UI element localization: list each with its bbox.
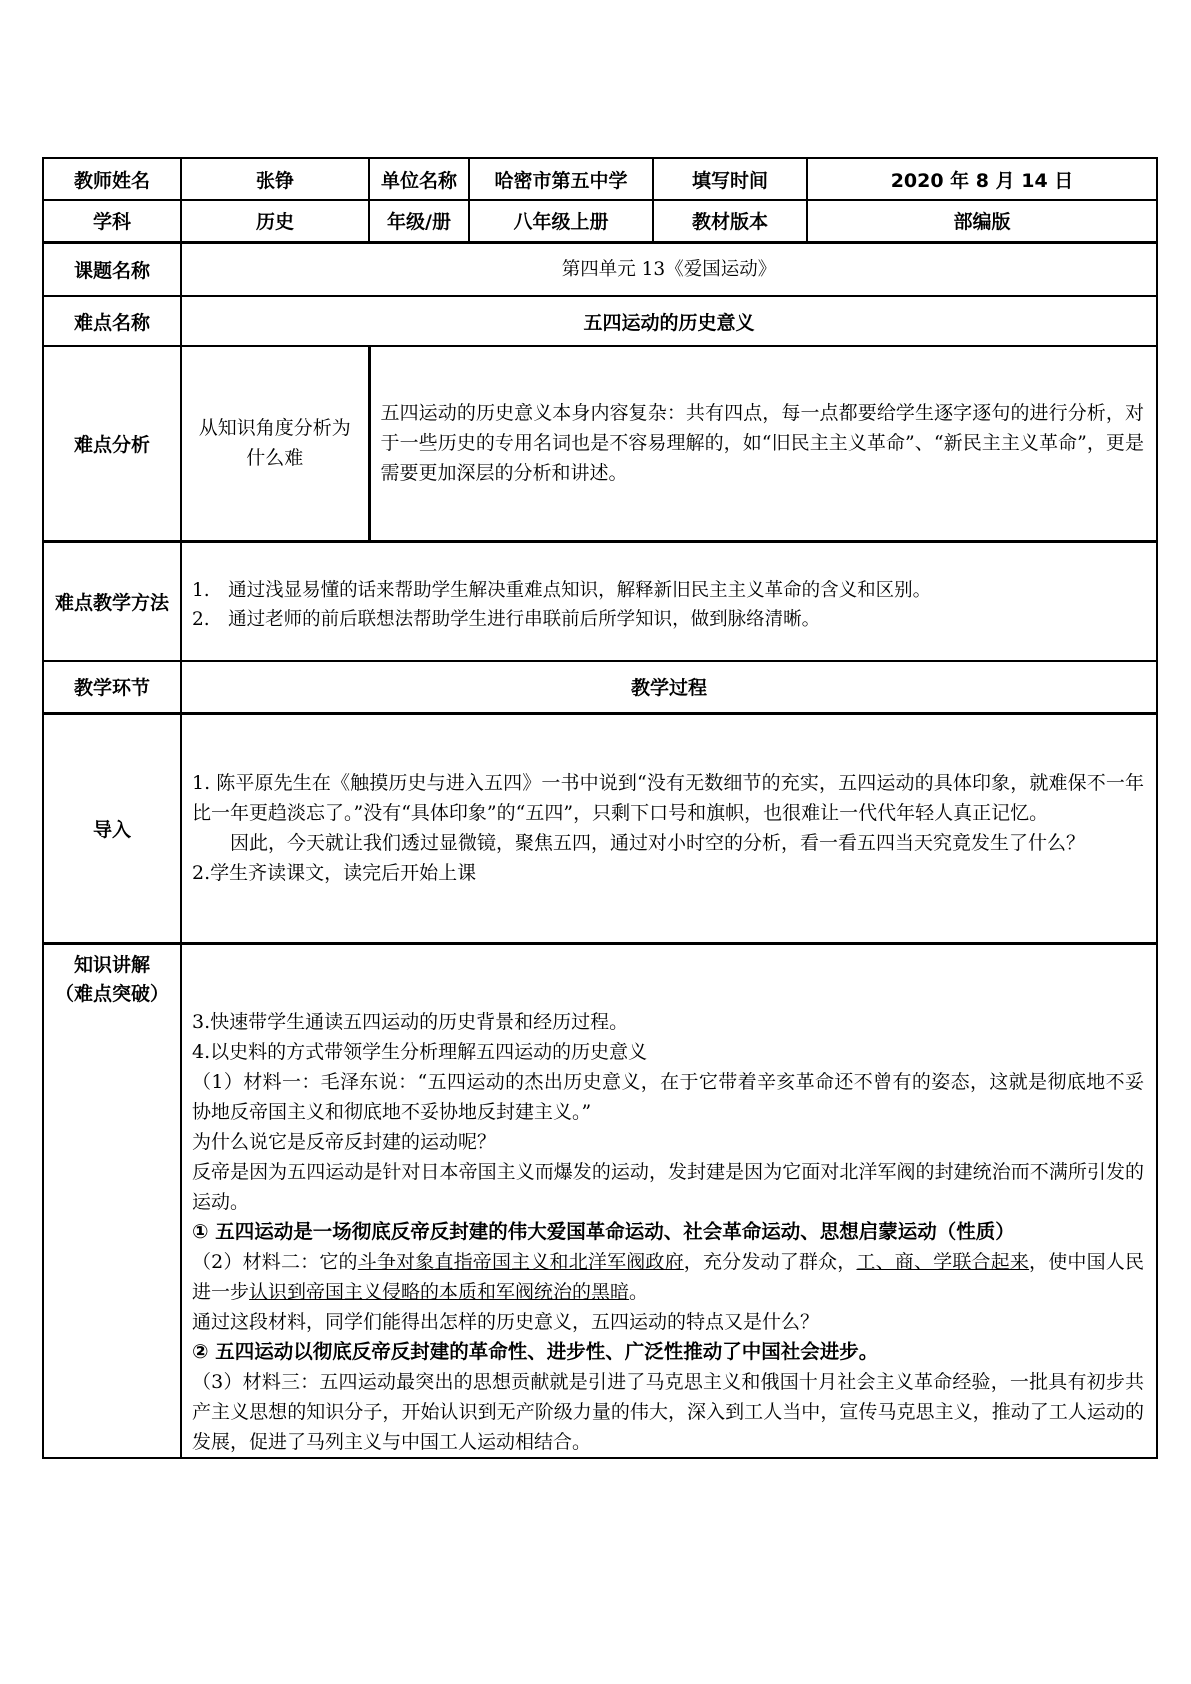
knowledge-label	[43, 943, 181, 1458]
method-list	[181, 541, 1157, 661]
teacher-name-label: 教师姓名	[43, 158, 181, 200]
process-value: 教学过程	[181, 661, 1157, 713]
material-2-part-d: 。	[629, 1280, 649, 1303]
material-2	[192, 1247, 1144, 1307]
knowledge-label-line-1: 知识讲解	[73, 953, 150, 976]
material-2-part-a: （2）材料二：它的	[192, 1250, 358, 1273]
conclusion-2: ② 五四运动以彻底反帝反封建的革命性、进步性、广泛性推动了中国社会进步。	[192, 1339, 879, 1363]
subject-value: 历史	[181, 200, 369, 242]
material-2-underline-2: 工、商、学联合起来	[856, 1250, 1030, 1273]
difficulty-value: 五四运动的历史意义	[181, 296, 1157, 346]
knowledge-line-2: 4.以史料的方式带领学生分析理解五四运动的历史意义	[192, 1040, 648, 1063]
edition-label: 教材版本	[653, 200, 807, 242]
subject-label: 学科	[43, 200, 181, 242]
analysis-sub-label-text: 从知识角度分析为什么难	[198, 417, 351, 470]
answer-1: 反帝是因为五四运动是针对日本帝国主义而爆发的运动，发封建是因为它面对北洋军阀的封建统治而不满所引发的运动。	[192, 1160, 1144, 1213]
process-label: 教学环节	[43, 661, 181, 713]
teacher-name: 张铮	[181, 158, 369, 200]
method-item-2: 2. 通过老师的前后联想法帮助学生进行串联前后所学知识，做到脉络清晰。	[192, 609, 821, 631]
material-2-underline-3: 认识到帝国主义侵略的本质和军阀统治的黑暗	[249, 1280, 630, 1303]
question-2: 通过这段材料，同学们能得出怎样的历史意义，五四运动的特点又是什么？	[192, 1310, 820, 1333]
intro-label: 导入	[43, 713, 181, 943]
knowledge-label-line-2: （难点突破）	[54, 982, 169, 1005]
question-1: 为什么说它是反帝反封建的运动呢？	[192, 1130, 497, 1153]
date-label: 填写时间	[653, 158, 807, 200]
fill-date: 2020 年 8 月 14 日	[807, 158, 1157, 200]
lesson-plan-table	[42, 157, 1158, 1459]
knowledge-content	[181, 943, 1157, 1458]
topic-value: 第四单元 13《爱国运动》	[181, 242, 1157, 296]
topic-label: 课题名称	[43, 242, 181, 296]
material-2-part-c: ，使中国人民进一步	[192, 1250, 1144, 1303]
intro-paragraph-3: 2.学生齐读课文，读完后开始上课	[192, 862, 477, 884]
intro-paragraph-1: 1. 陈平原先生在《触摸历史与进入五四》一书中说到“没有无数细节的充实，五四运动的具体印象，就难保不一年比一年更趋淡忘了。”没有“具体印象”的“五四”，只剩下口号和旗帜，也很难让一代代年轻人真正记忆。	[192, 772, 1144, 824]
grade-label: 年级/册	[369, 200, 469, 242]
unit-name: 哈密市第五中学	[469, 158, 653, 200]
analysis-text: 五四运动的历史意义本身内容复杂：共有四点，每一点都要给学生逐字逐句的进行分析，对于一些历史的专用名词也是不容易理解的，如“旧民主主义革命”、“新民主主义革命”，更是需要更加深层的分析和讲述。	[369, 346, 1157, 541]
unit-label: 单位名称	[369, 158, 469, 200]
method-item-1: 1. 通过浅显易懂的话来帮助学生解决重难点知识，解释新旧民主主义革命的含义和区别。	[192, 580, 932, 602]
analysis-label: 难点分析	[43, 346, 181, 541]
material-3: （3）材料三：五四运动最突出的思想贡献就是引进了马克思主义和俄国十月社会主义革命经验，一批具有初步共产主义思想的知识分子，开始认识到无产阶级力量的伟大，深入到工人当中，宣传马克思主义，推动了工人运动的发展，促进了马列主义与中国工人运动相结合。	[192, 1370, 1144, 1453]
intro-content	[181, 713, 1157, 943]
knowledge-line-1: 3.快速带学生通读五四运动的历史背景和经历过程。	[192, 1010, 629, 1033]
intro-paragraph-2: 因此，今天就让我们透过显微镜，聚焦五四，通过对小时空的分析，看一看五四当天究竟发生了什么？	[230, 832, 1086, 854]
difficulty-label: 难点名称	[43, 296, 181, 346]
conclusion-1: ① 五四运动是一场彻底反帝反封建的伟大爱国革命运动、社会革命运动、思想启蒙运动（性质）	[192, 1219, 1015, 1243]
grade-value: 八年级上册	[469, 200, 653, 242]
edition-value: 部编版	[807, 200, 1157, 242]
analysis-sub-label	[181, 346, 369, 541]
method-label: 难点教学方法	[43, 541, 181, 661]
material-2-part-b: ，充分发动了群众，	[683, 1250, 857, 1273]
material-1: （1）材料一：毛泽东说：“五四运动的杰出历史意义，在于它带着辛亥革命还不曾有的姿态，这就是彻底地不妥协地反帝国主义和彻底地不妥协地反封建主义。”	[192, 1070, 1144, 1123]
material-2-underline-1: 斗争对象直指帝国主义和北洋军阀政府	[357, 1250, 684, 1273]
